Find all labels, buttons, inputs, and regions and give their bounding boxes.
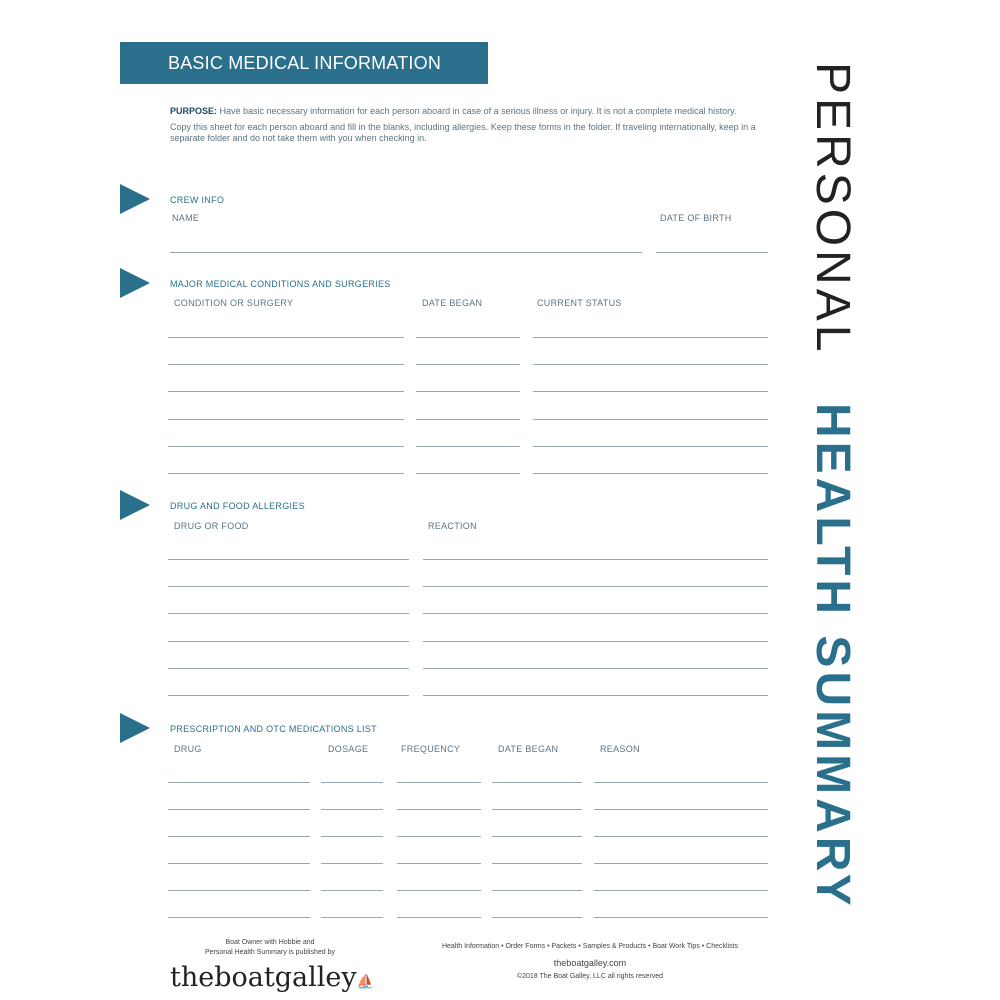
conditions-row-field[interactable] [533, 473, 768, 474]
prescriptions-row-field[interactable] [168, 917, 310, 918]
footer-center-text [380, 942, 800, 982]
footer-left-line-1: Boat Owner with Hobbie and [225, 939, 315, 946]
allergies-row-field[interactable] [168, 559, 409, 560]
brand-logo-text: theboatgalley [170, 962, 357, 993]
prescriptions-row-field[interactable] [594, 809, 768, 810]
prescriptions-row-field[interactable] [594, 890, 768, 891]
allergies-row-field[interactable] [168, 586, 409, 587]
side-title-bold: HEALTH SUMMARY [806, 402, 859, 910]
prescriptions-row-field[interactable] [168, 782, 310, 783]
footer-website: theboatgalley.com [553, 958, 627, 968]
conditions-col-condition: CONDITION OR SURGERY [174, 298, 294, 308]
conditions-row-field[interactable] [533, 364, 768, 365]
prescriptions-row-field[interactable] [321, 836, 383, 837]
purpose-line-2: Copy this sheet for each person aboard and fill in the blanks, including allergies. Keep these forms in the folder. If traveling internationally, keep in a separate folder and do not take them with you when checking in. [170, 121, 756, 143]
conditions-row-field[interactable] [168, 419, 404, 420]
conditions-row-field[interactable] [416, 473, 520, 474]
prescriptions-row-field[interactable] [594, 917, 768, 918]
prescriptions-row-field[interactable] [168, 890, 310, 891]
purpose-text [170, 106, 770, 149]
prescriptions-row-field[interactable] [168, 863, 310, 864]
conditions-row-field[interactable] [533, 419, 768, 420]
allergies-row-field[interactable] [423, 613, 768, 614]
conditions-row-field[interactable] [533, 337, 768, 338]
allergies-row-field[interactable] [168, 613, 409, 614]
crew-dob-label: DATE OF BIRTH [660, 213, 732, 223]
prescriptions-row-field[interactable] [492, 890, 582, 891]
brand-logo [170, 962, 374, 993]
prescriptions-row-field[interactable] [168, 809, 310, 810]
allergies-row-field[interactable] [423, 641, 768, 642]
conditions-row-field[interactable] [416, 419, 520, 420]
allergies-row-field[interactable] [423, 586, 768, 587]
conditions-row-field[interactable] [533, 446, 768, 447]
allergies-row-field[interactable] [168, 695, 409, 696]
prescriptions-row-field[interactable] [397, 863, 481, 864]
triangle-right-icon [120, 713, 150, 743]
sailboat-icon: ⛵ [356, 974, 375, 990]
purpose-label: PURPOSE: [170, 106, 218, 116]
conditions-row-field[interactable] [168, 364, 404, 365]
prescriptions-col-reason: REASON [600, 744, 640, 754]
conditions-col-date: DATE BEGAN [422, 298, 483, 308]
conditions-row-field[interactable] [416, 446, 520, 447]
prescriptions-row-field[interactable] [321, 917, 383, 918]
prescriptions-row-field[interactable] [321, 809, 383, 810]
footer-center-line-1: Health Information • Order Forms • Packets • Samples & Products • Boat Work Tips • Checklists [441, 943, 739, 950]
crew-info-title: CREW INFO [170, 195, 225, 205]
prescriptions-row-field[interactable] [594, 863, 768, 864]
crew-dob-field[interactable] [656, 252, 768, 253]
conditions-row-field[interactable] [168, 391, 404, 392]
crew-name-label: NAME [172, 213, 200, 223]
prescriptions-row-field[interactable] [397, 890, 481, 891]
allergies-row-field[interactable] [168, 668, 409, 669]
allergies-row-field[interactable] [423, 668, 768, 669]
prescriptions-row-field[interactable] [594, 782, 768, 783]
prescriptions-row-field[interactable] [492, 836, 582, 837]
prescriptions-col-frequency: FREQUENCY [401, 744, 461, 754]
conditions-row-field[interactable] [168, 473, 404, 474]
side-title-light: PERSONAL [806, 62, 859, 356]
purpose-paragraph-1 [170, 106, 770, 118]
prescriptions-row-field[interactable] [397, 809, 481, 810]
prescriptions-col-drug: DRUG [174, 744, 202, 754]
triangle-right-icon [120, 184, 150, 214]
prescriptions-row-field[interactable] [492, 917, 582, 918]
prescriptions-row-field[interactable] [321, 863, 383, 864]
section-header-title: BASIC MEDICAL INFORMATION [168, 52, 442, 73]
conditions-row-field[interactable] [533, 391, 768, 392]
prescriptions-row-field[interactable] [168, 836, 310, 837]
footer-left-text [170, 938, 370, 958]
prescriptions-row-field[interactable] [397, 836, 481, 837]
prescriptions-row-field[interactable] [492, 809, 582, 810]
prescriptions-row-field[interactable] [397, 782, 481, 783]
prescriptions-row-field[interactable] [594, 836, 768, 837]
allergies-row-field[interactable] [423, 559, 768, 560]
allergies-col-reaction: REACTION [428, 521, 477, 531]
prescriptions-row-field[interactable] [492, 863, 582, 864]
crew-name-field[interactable] [170, 252, 642, 253]
prescriptions-row-field[interactable] [321, 890, 383, 891]
conditions-title: MAJOR MEDICAL CONDITIONS AND SURGERIES [170, 279, 391, 289]
allergies-title: DRUG AND FOOD ALLERGIES [170, 501, 305, 511]
prescriptions-row-field[interactable] [321, 782, 383, 783]
prescriptions-row-field[interactable] [492, 782, 582, 783]
prescriptions-row-field[interactable] [397, 917, 481, 918]
conditions-row-field[interactable] [416, 337, 520, 338]
prescriptions-title: PRESCRIPTION AND OTC MEDICATIONS LIST [170, 724, 377, 734]
footer-copyright: ©2018 The Boat Galley, LLC all rights reserved [516, 973, 664, 980]
allergies-row-field[interactable] [423, 695, 768, 696]
conditions-row-field[interactable] [168, 446, 404, 447]
conditions-row-field[interactable] [416, 364, 520, 365]
allergies-row-field[interactable] [168, 641, 409, 642]
side-title [806, 62, 860, 932]
section-header [120, 42, 488, 84]
conditions-col-status: CURRENT STATUS [537, 298, 622, 308]
allergies-col-drug: DRUG OR FOOD [174, 521, 249, 531]
triangle-right-icon [120, 490, 150, 520]
triangle-right-icon [120, 268, 150, 298]
conditions-row-field[interactable] [416, 391, 520, 392]
prescriptions-col-date: DATE BEGAN [498, 744, 559, 754]
conditions-row-field[interactable] [168, 337, 404, 338]
prescriptions-col-dosage: DOSAGE [328, 744, 369, 754]
purpose-line-1: Have basic necessary information for each person aboard in case of a serious illness or injury. It is not a complete medical history. [219, 106, 737, 116]
footer-left-line-2: Personal Health Summary is published by [205, 949, 335, 956]
